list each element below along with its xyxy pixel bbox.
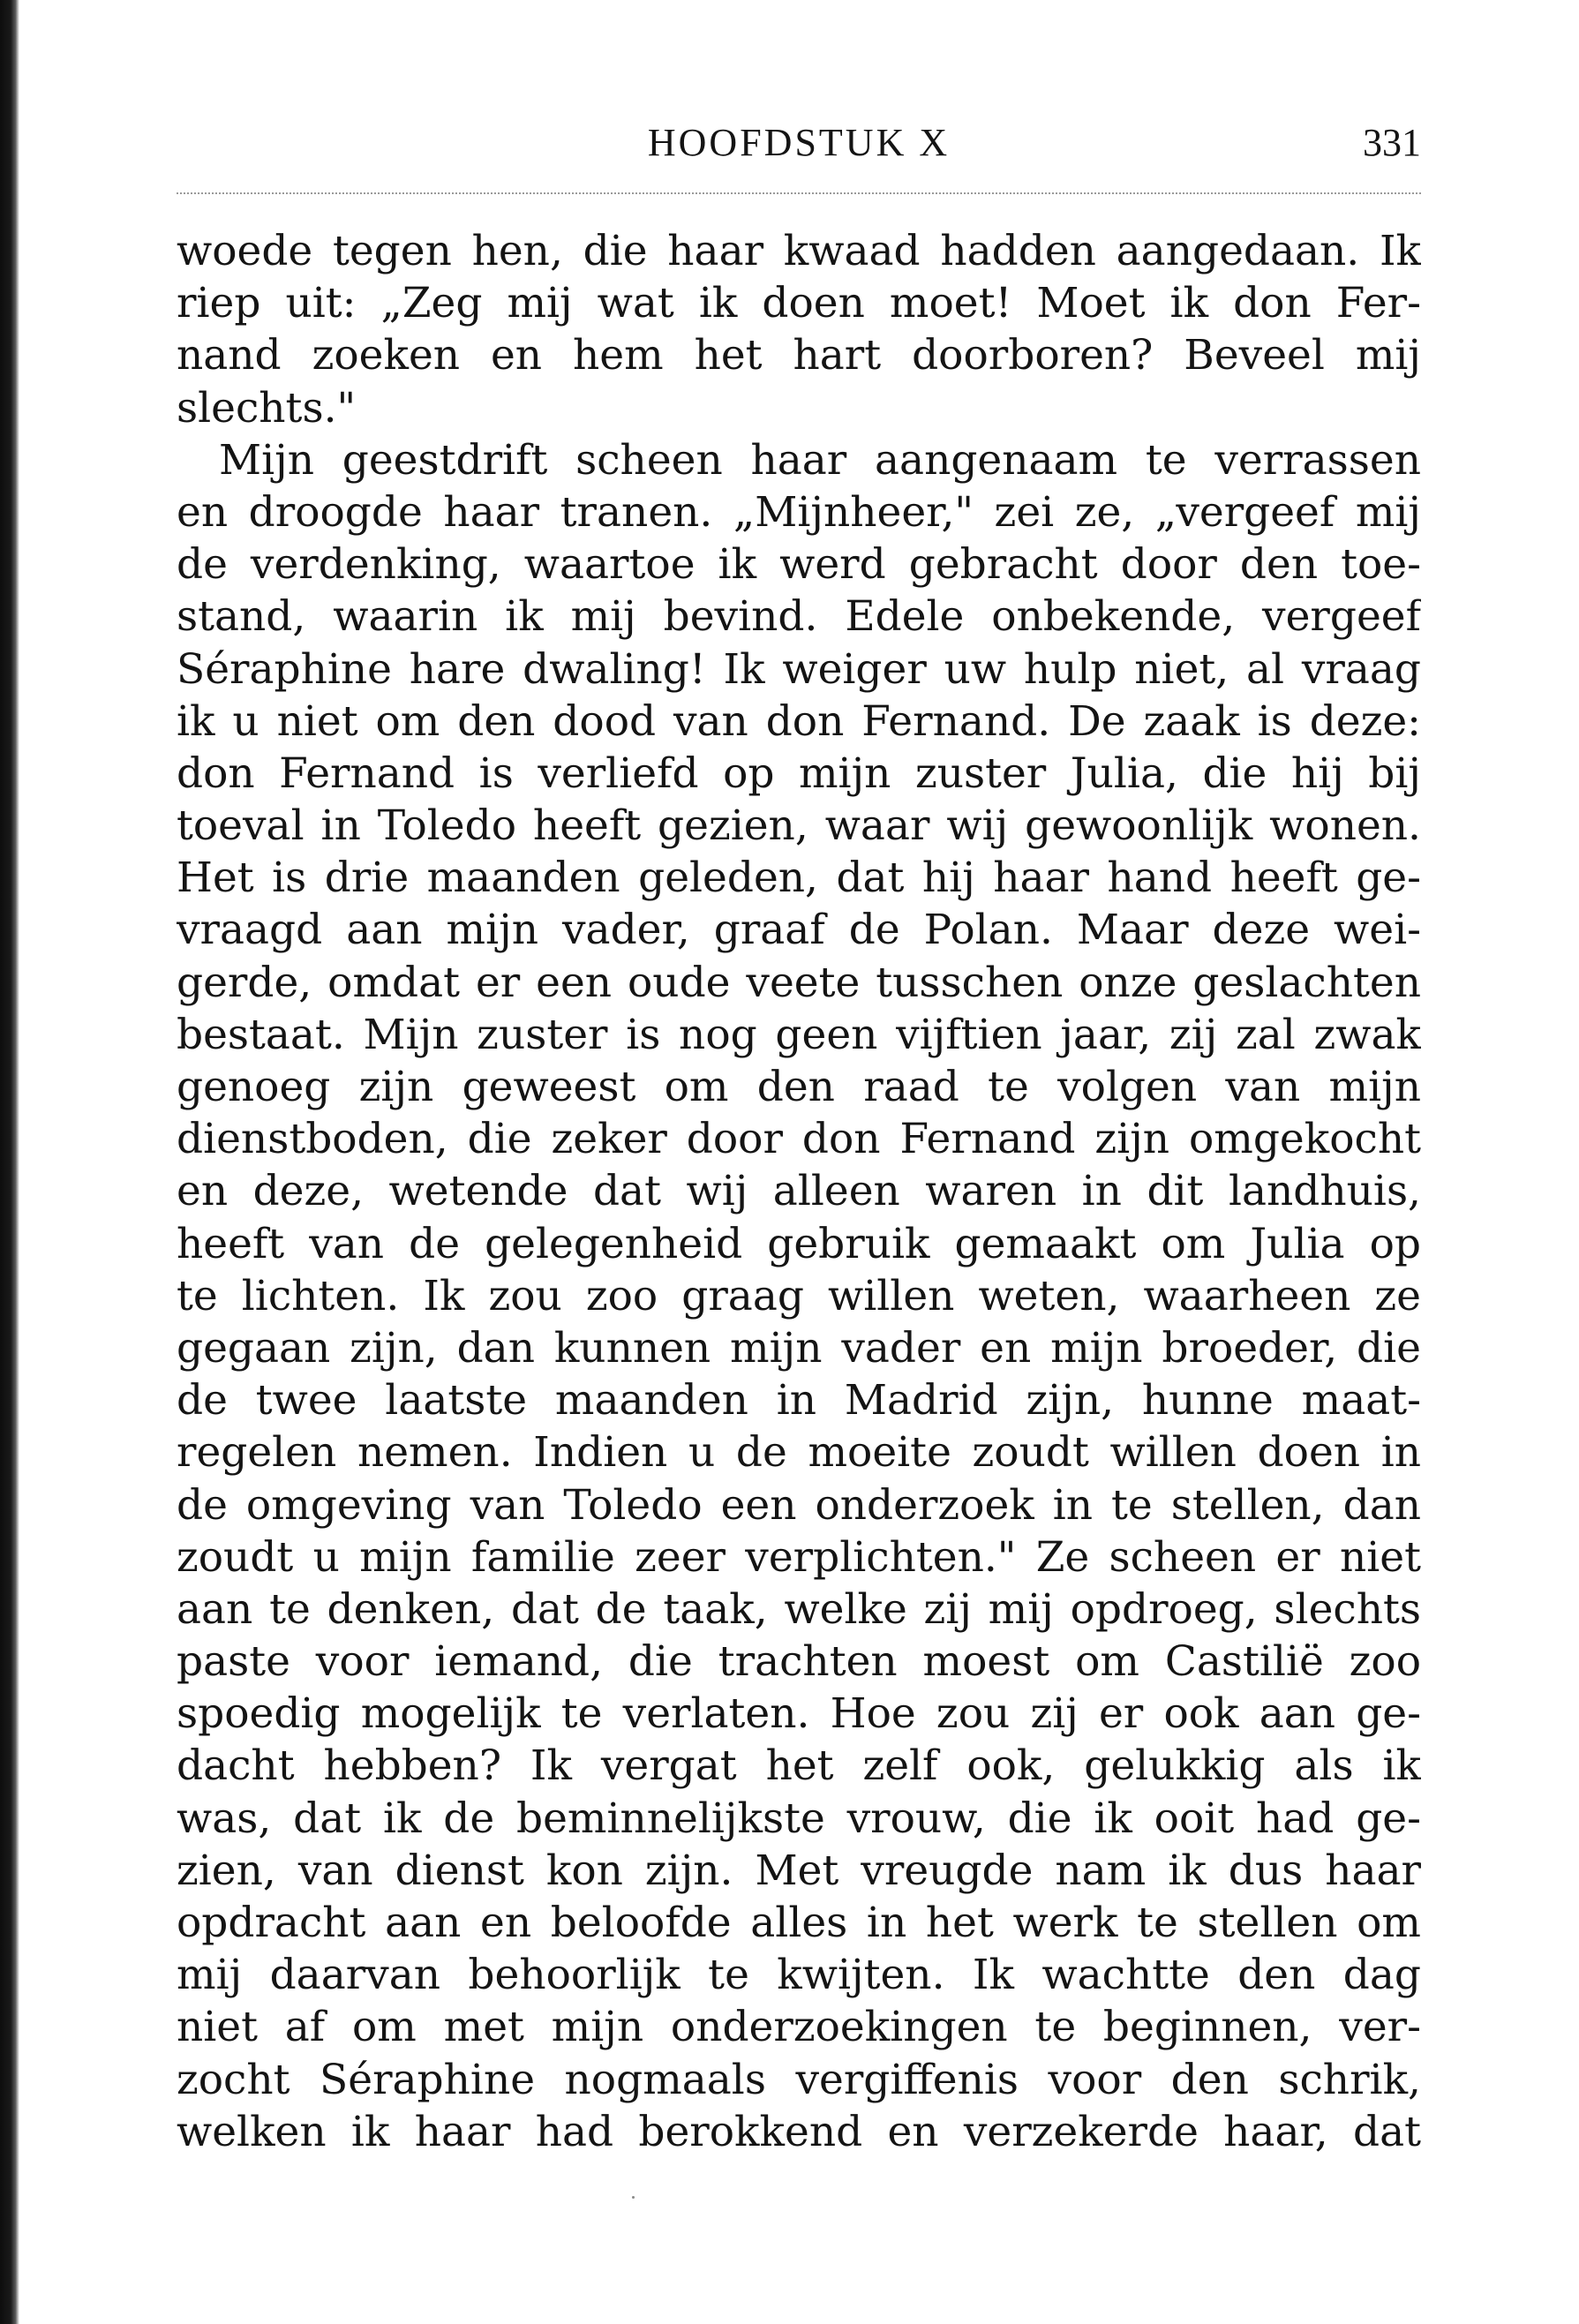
text-line: spoedig mogelijk te verlaten. Hoe zou zij er ook aan ge- — [177, 1689, 1421, 1739]
body-text — [177, 225, 1421, 2158]
text-line: de verdenking, waartoe ik werd gebracht door den toe- — [177, 540, 1421, 590]
text-line: dienstboden, die zeker door don Fernand zijn omgekocht — [177, 1115, 1421, 1164]
text-line: don Fernand is verliefd op mijn zuster Julia, die hij bij — [177, 748, 1421, 798]
header-dotted-rule — [177, 192, 1421, 194]
text-line: aan te denken, dat de taak, welke zij mij opdroeg, slechts — [177, 1584, 1421, 1634]
text-line: gerde, omdat er een oude veete tusschen onze geslachten — [177, 958, 1421, 1007]
text-line: de omgeving van Toledo een onderzoek in te stellen, dan — [177, 1480, 1421, 1530]
text-line: nand zoeken en hem het hart doorboren? Beveel mij — [177, 331, 1421, 380]
text-line: Séraphine hare dwaling! Ik weiger uw hulp niet, al vraag — [177, 644, 1421, 694]
text-line: woede tegen hen, die haar kwaad hadden aangedaan. Ik — [177, 227, 1421, 275]
text-line: de twee laatste maanden in Madrid zijn, hunne maat- — [177, 1376, 1421, 1425]
text-line: stand, waarin ik mij bevind. Edele onbekende, vergeef — [177, 592, 1421, 642]
chapter-running-title: HOOFDSTUK X — [647, 121, 951, 164]
text-line: slechts." — [177, 383, 357, 432]
text-line: dacht hebben? Ik vergat het zelf ook, gelukkig als ik — [177, 1741, 1421, 1791]
text-line: en deze, wetende dat wij alleen waren in dit landhuis, — [177, 1167, 1421, 1216]
text-line: zien, van dienst kon zijn. Met vreugde nam ik dus haar — [177, 1846, 1421, 1895]
text-line: toeval in Toledo heeft gezien, waar wij gewoonlijk wonen. — [177, 801, 1421, 851]
text-line: vraagd aan mijn vader, graaf de Polan. Maar deze wei- — [177, 906, 1421, 955]
text-line: zocht Séraphine nogmaals vergiffenis voor den schrik, — [177, 2055, 1421, 2104]
text-line: niet af om met mijn onderzoekingen te beginnen, ver- — [177, 2003, 1421, 2052]
text-line: riep uit: „Zeg mij wat ik doen moet! Moet ik don Fer- — [177, 279, 1421, 328]
page-number: 331 — [1363, 121, 1421, 164]
text-line: was, dat ik de beminnelijkste vrouw, die ik ooit had ge- — [177, 1794, 1421, 1843]
text-line: heeft van de gelegenheid gebruik gemaakt om Julia op — [177, 1219, 1421, 1268]
book-binding-edge — [0, 0, 19, 2324]
text-line: mij daarvan behoorlijk te kwijten. Ik wachtte den dag — [177, 1951, 1421, 2000]
text-line: paste voor iemand, die trachten moest om Castilië zoo — [177, 1637, 1421, 1687]
text-line: en droogde haar tranen. „Mijnheer," zei ze, „vergeef mij — [177, 487, 1421, 537]
text-line: genoeg zijn geweest om den raad te volgen van mijn — [177, 1063, 1421, 1111]
text-line: regelen nemen. Indien u de moeite zoudt willen doen in — [177, 1428, 1421, 1478]
text-line: opdracht aan en beloofde alles in het werk te stellen om — [177, 1899, 1421, 1947]
text-line: bestaat. Mijn zuster is nog geen vijftien jaar, zij zal zwak — [177, 1010, 1421, 1059]
text-line: Mijn geestdrift scheen haar aangenaam te verrassen — [219, 435, 1421, 485]
text-line: ik u niet om den dood van don Fernand. De zaak is deze: — [177, 696, 1421, 746]
text-line: te lichten. Ik zou zoo graag willen weten, waarheen ze — [177, 1271, 1421, 1320]
paper-speck — [632, 2196, 635, 2199]
text-line: gegaan zijn, dan kunnen mijn vader en mijn broeder, die — [177, 1323, 1421, 1373]
running-header — [177, 117, 1421, 169]
text-line: zoudt u mijn familie zeer verplichten." Ze scheen er niet — [177, 1532, 1421, 1582]
text-line: Het is drie maanden geleden, dat hij haar hand heeft ge- — [177, 854, 1421, 903]
text-line: welken ik haar had berokkend en verzekerde haar, dat — [177, 2107, 1421, 2156]
